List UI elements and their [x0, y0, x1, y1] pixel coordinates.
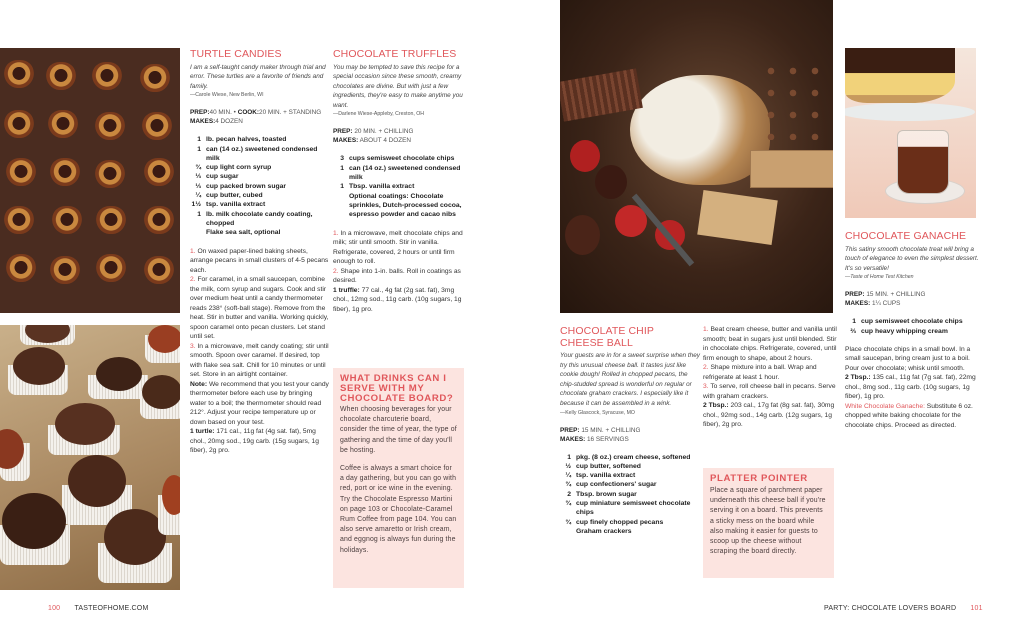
- recipe-intro: You may be tempted to save this recipe for a special occasion since these smooth, creamy chocolates are divine. But with just a few ingredients, they're easy to make anytime you want.: [333, 63, 463, 109]
- recipe-title: CHOCOLATE TRUFFLES: [333, 48, 457, 60]
- ingredient: ⅔ cup heavy whipping cream: [850, 327, 948, 335]
- makes-value: ABOUT 4 DOZEN: [359, 137, 412, 145]
- cheese-ball-board-photo: [560, 0, 833, 313]
- ingredient: 1 pkg. (8 oz.) cream cheese, softened: [567, 453, 691, 461]
- ingredient: 1 can (14 oz.) sweetened condensed milk: [340, 164, 461, 182]
- ganache-photo: [845, 48, 976, 218]
- ingredient: 1 cup semisweet chocolate chips: [852, 318, 963, 326]
- ingredient: ½ cup butter, softened: [565, 462, 641, 470]
- cook-value: 20 MIN. + STANDING: [259, 109, 322, 117]
- step: 1. In a microwave, melt chocolate chips and milk; stir until smooth. Stir in vanilla. Refrigerate, covered, 2 hours or until firm enough to roll.: [333, 229, 463, 266]
- ingredient: ¾ cup light corn syrup: [195, 164, 272, 172]
- prep-value: 15 MIN. + CHILLING: [866, 291, 926, 299]
- nutrition-facts: 2 Tbsp.: 135 cal., 11g fat (7g sat. fat), 22mg chol., 8mg sod., 11g carb. (10g sugars, 1g fiber), 1g pro.: [845, 374, 976, 401]
- ingredient-list: [560, 453, 700, 537]
- page-number: 100: [48, 605, 61, 612]
- recipe-meta: [190, 108, 330, 126]
- sidebar-title: PLATTER POINTER: [710, 473, 808, 484]
- footer-left: [48, 605, 148, 612]
- sidebar-drinks-tip: [333, 368, 464, 588]
- ingredient: 1 lb. milk chocolate candy coating, chopped: [197, 210, 313, 227]
- step: 2. Shape into 1-in. balls. Roll in coatings as desired.: [333, 267, 461, 285]
- ingredient: ⅓ cup packed brown sugar: [195, 182, 287, 190]
- recipe-cheese-ball-steps: [703, 325, 838, 430]
- ingredient: ⅓ cup sugar: [195, 173, 239, 181]
- recipe-byline: —Darlene Wiese-Appleby, Creston, OH: [333, 111, 425, 118]
- recipe-byline: —Carole Wiese, New Berlin, WI: [190, 92, 264, 99]
- cook-label: COOK:: [237, 109, 260, 117]
- recipe-steps: [333, 229, 468, 315]
- footer-right: [824, 605, 983, 612]
- nutrition-facts: 2 Tbsp.: 203 cal., 17g fat (8g sat. fat), 30mg chol., 92mg sod., 14g carb. (12g sugars, 1g fiber), 2g pro.: [703, 402, 835, 428]
- recipe-note: Note: We recommend that you test your candy thermometer before each use by bringing water to a boil; the thermometer should read 212°. Adjust your recipe temperature up or down based on your test.: [190, 380, 329, 426]
- recipe-byline: —Kelly Glascock, Syracuse, MO: [560, 409, 635, 416]
- step: 1. Beat cream cheese, butter and vanilla until smooth; beat in sugars just until blended. Stir in chocolate chips. Refrigerate, covered, until firm enough to shape, about 2 hours.: [703, 326, 837, 362]
- recipe-steps: [190, 247, 330, 456]
- recipe-turtle-candies: [190, 49, 330, 456]
- chocolate-truffles-photo: [0, 325, 180, 590]
- ingredient: ¼ tsp. vanilla extract: [565, 472, 636, 480]
- sidebar-title: WHAT DRINKS CAN I SERVE WITH MY CHOCOLATE BOARD?: [340, 373, 454, 404]
- step: 3. To serve, roll cheese ball in pecans. Serve with graham crackers.: [703, 383, 836, 400]
- makes-value: 16 SERVINGS: [587, 435, 629, 443]
- ingredient: Graham crackers: [576, 527, 632, 535]
- makes-label: MAKES:: [560, 435, 586, 443]
- ingredient: ¾ cup finely chopped pecans: [565, 518, 664, 526]
- recipe-meta: [845, 290, 980, 308]
- makes-value: 4 DOZEN: [215, 118, 243, 126]
- ingredient: 1½ tsp. vanilla extract: [191, 201, 266, 209]
- ingredient: 2 Tbsp. brown sugar: [567, 490, 637, 498]
- recipe-byline: —Taste of Home Test Kitchen: [845, 274, 914, 281]
- ingredient: ¾ cup confectioners' sugar: [565, 481, 657, 489]
- prep-label: PREP:: [845, 291, 865, 299]
- recipe-intro: Your guests are in for a sweet surprise when they try this unusual cheese ball. It tastes just like cookie dough! Rolled in chopped pecans, the chip-studded spread is wonderful on regular or chocolate graham crackers. I especially like it because it can be assembled in a wink.: [560, 352, 700, 407]
- recipe-chocolate-ganache: [845, 231, 980, 430]
- recipe-title: CHOCOLATE GANACHE: [845, 230, 967, 242]
- ingredient: ¾ cup miniature semisweet chocolate chips: [565, 500, 691, 517]
- makes-label: MAKES:: [845, 300, 871, 308]
- turtle-candies-photo: [0, 48, 180, 313]
- sidebar-platter-pointer: [703, 468, 834, 578]
- recipe-meta: [333, 127, 468, 145]
- sidebar-paragraph: When choosing beverages for your chocolate charcuterie board, consider the time of year, the type of gathering and the time of day you'll be hosting.: [340, 406, 457, 454]
- makes-value: 1¼ CUPS: [872, 300, 901, 308]
- recipe-chocolate-truffles: [333, 49, 468, 314]
- recipe-steps: [845, 345, 980, 431]
- ingredient: ¼ cup butter, cubed: [195, 192, 263, 200]
- ingredient: 1 lb. pecan halves, toasted: [197, 136, 287, 144]
- recipe-variation: White Chocolate Ganache: Substitute 6 oz. chopped white baking chocolate for the chocolate chips. Proceed as directed.: [845, 402, 973, 429]
- prep-value: 15 MIN. + CHILLING: [581, 426, 641, 434]
- sidebar-paragraph: Coffee is always a smart choice for a day gathering, but you can go with red, port or ice wine in the evening. Try the Chocolate Espresso Martini on page 103 or Chocolate-Caramel Rum Coffee from page 104. You can also serve amaretto or Irish cream, and eggnog is always fun during the holidays.: [340, 465, 457, 554]
- nutrition-facts: 1 truffle: 77 cal., 4g fat (2g sat. fat), 3mg chol., 12mg sod., 11g carb. (10g sugars, 1g fiber), 1g pro.: [333, 286, 462, 313]
- footer-site: TASTEOFHOME.COM: [74, 605, 149, 612]
- prep-value: 40 MIN. •: [209, 109, 238, 117]
- recipe-steps: [703, 325, 838, 430]
- page-number: 101: [970, 605, 983, 612]
- recipe-title: CHOCOLATE CHIP CHEESE BALL: [560, 325, 654, 349]
- ingredient: Optional coatings: Chocolate sprinkles, Dutch-processed cocoa, espresso powder and cacao nibs: [349, 192, 462, 219]
- ingredient-list: [190, 135, 330, 237]
- step: 2. For caramel, in a small saucepan, combine the milk, corn syrup and sugars. Cook and stir over medium heat until a candy thermometer reads 238° (soft-ball stage). Remove from the heat. Stir in butter and vanilla. Working quickly, spoon caramel onto pecan clusters. Let stand until set.: [190, 276, 329, 341]
- step: Place chocolate chips in a small bowl. In a small saucepan, bring cream just to a boil. Pour over chocolate; whisk until smooth.: [845, 345, 971, 372]
- ingredient: 1 can (14 oz.) sweetened condensed milk: [197, 145, 318, 162]
- recipe-title: TURTLE CANDIES: [190, 48, 282, 60]
- ingredient: 1 Tbsp. vanilla extract: [340, 183, 415, 191]
- prep-value: 20 MIN. + CHILLING: [354, 128, 414, 136]
- prep-label: PREP:: [560, 426, 580, 434]
- makes-label: MAKES:: [190, 118, 216, 126]
- prep-label: PREP:: [190, 109, 210, 117]
- footer-section: PARTY: CHOCOLATE LOVERS BOARD: [824, 605, 957, 612]
- step: 3. In a microwave, melt candy coating; stir until smooth. Spoon over caramel. If desired, top with flake sea salt. Chill for 10 minutes or until set. Store in an airtight container.: [190, 342, 329, 379]
- ingredient-list: [333, 154, 468, 219]
- nutrition-facts: 1 turtle: 171 cal., 11g fat (4g sat. fat), 5mg chol., 20mg sod., 19g carb. (15g sugars, 1g fiber), 2g pro.: [190, 428, 319, 455]
- ingredient: Flake sea salt, optional: [206, 229, 281, 237]
- makes-label: MAKES:: [333, 137, 359, 145]
- recipe-intro: This satiny smooth chocolate treat will bring a touch of elegance to even the simplest dessert. It's so versatile!: [845, 245, 979, 272]
- ingredient-list: [845, 317, 980, 336]
- recipe-intro: I am a self-taught candy maker through trial and error. These turtles are a favorite of friends and family.: [190, 63, 326, 90]
- recipe-cheese-ball: [560, 326, 700, 536]
- recipe-meta: [560, 426, 700, 444]
- sidebar-paragraph: Place a square of parchment paper underneath this cheese ball if you're serving it on a board. This prevents a sticky mess on the board while also making it easier for guests to scoop up the cheese without scraping the board directly.: [710, 487, 826, 556]
- prep-label: PREP:: [333, 128, 353, 136]
- step: 1. On waxed paper-lined baking sheets, arrange pecans in small clusters of 4-5 pecans each.: [190, 247, 329, 274]
- ingredient: 3 cups semisweet chocolate chips: [340, 155, 455, 163]
- step: 2. Shape mixture into a ball. Wrap and refrigerate at least 1 hour.: [703, 364, 817, 381]
